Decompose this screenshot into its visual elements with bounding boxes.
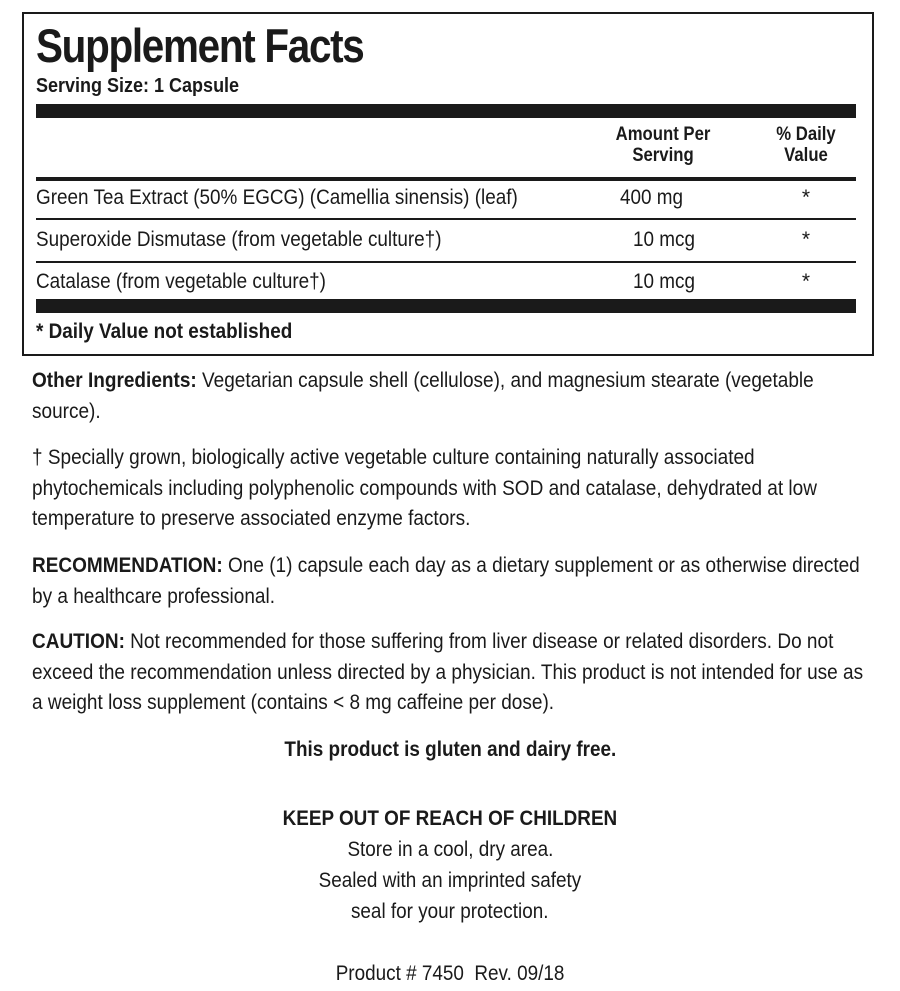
recommendation xyxy=(32,551,874,612)
storage-line xyxy=(0,834,900,865)
ingredient-amount: 10 mcg xyxy=(633,270,695,293)
caution xyxy=(32,627,874,719)
caution-label: CAUTION: xyxy=(32,630,125,653)
panel-title: Supplement Facts xyxy=(36,19,364,72)
other-ingredients xyxy=(32,366,874,427)
seal-line-text: seal for your protection. xyxy=(351,900,549,923)
thick-divider-top xyxy=(36,104,856,118)
product-number xyxy=(0,958,900,989)
row-divider xyxy=(36,261,856,263)
serving-size: Serving Size: 1 Capsule xyxy=(36,75,240,97)
product-number-text: Product # 7450 Rev. 09/18 xyxy=(335,962,565,985)
table-row xyxy=(36,226,856,254)
recommendation-label: RECOMMENDATION: xyxy=(32,554,223,577)
ingredient-amount: 400 mg xyxy=(620,186,684,209)
column-header-amount xyxy=(601,124,726,166)
daily-value-footnote: * Daily Value not established xyxy=(36,320,293,343)
storage-line-text: Store in a cool, dry area. xyxy=(347,838,553,861)
ingredient-daily-value: * xyxy=(801,186,811,209)
table-row xyxy=(36,184,856,212)
dagger-footnote: † Specially grown, biologically active vegetable culture containing naturally associated phytochemicals including polyphenolic compounds with SOD and catalase, dehydrated at low temperature to preserve associated enzyme factors. xyxy=(32,446,817,530)
keep-out-heading xyxy=(0,803,900,834)
ingredient-name: Green Tea Extract (50% EGCG) (Camellia sinensis) (leaf) xyxy=(36,186,518,209)
ingredient-daily-value: * xyxy=(801,270,811,293)
other-ingredients-label: Other Ingredients: xyxy=(32,369,197,392)
supplement-facts-panel xyxy=(22,12,874,356)
ingredient-name: Superoxide Dismutase (from vegetable culture†) xyxy=(36,228,442,251)
seal-line-text: Sealed with an imprinted safety xyxy=(318,869,582,892)
column-header-amount-line2: Serving xyxy=(632,145,694,166)
table-row xyxy=(36,268,856,296)
recommendation-text: One (1) capsule each day as a dietary supplement or as otherwise directed by a healthcare professional. xyxy=(32,554,860,608)
ingredient-daily-value: * xyxy=(801,228,811,251)
column-header-dv-line2: Value xyxy=(784,145,828,166)
keep-out-heading-text: KEEP OUT OF REACH OF CHILDREN xyxy=(282,807,618,830)
gluten-statement-text: This product is gluten and dairy free. xyxy=(284,738,616,761)
header-divider xyxy=(36,177,856,181)
ingredient-name: Catalase (from vegetable culture†) xyxy=(36,270,326,293)
caution-text: Not recommended for those suffering from liver disease or related disorders. Do not exceed the recommendation unless directed by a physician. This product is not intended for use as a weight loss supplement (contains < 8 mg caffeine per dose). xyxy=(32,630,864,714)
seal-line xyxy=(0,865,900,896)
row-divider xyxy=(36,218,856,220)
column-header-amount-line1: Amount Per xyxy=(615,124,711,145)
column-header-dv-line1: % Daily xyxy=(776,124,836,145)
thick-divider-bottom xyxy=(36,299,856,313)
seal-line xyxy=(0,896,900,927)
other-ingredients-text: Vegetarian capsule shell (cellulose), and magnesium stearate (vegetable source). xyxy=(32,369,814,423)
ingredient-amount: 10 mcg xyxy=(633,228,695,251)
column-header-daily-value xyxy=(753,124,859,166)
gluten-statement xyxy=(0,734,900,765)
